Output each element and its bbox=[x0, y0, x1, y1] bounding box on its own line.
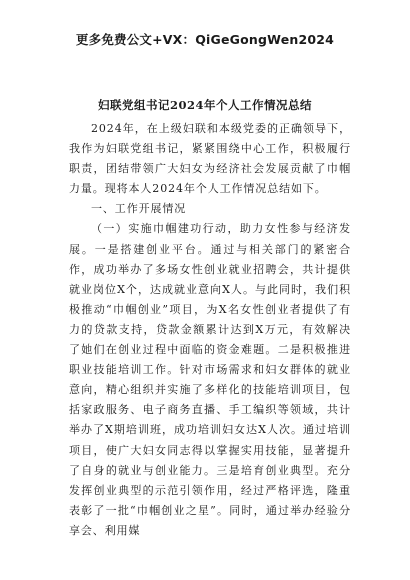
body-paragraph: （一）实施巾帼建功行动，助力女性参与经济发展。一是搭建创业平台。通过与相关部门的紧密合作，成功举办了多场女性创业就业招聘会，共计提供就业岗位X个，达成就业意向X人。与此同时，我们积极推动“巾帼创业”项目，为X名女性创业者提供了有力的贷款支持，贷款金额累计达到X万元，有效解决了她们在创业过程中面临的资金难题。二是积极推进职业技能培训工作。针对市场需求和妇女群体的就业意向，精心组织并实施了多样化的技能培训项目，包括家政服务、电子商务直播、手工编织等领域，共计举办了X期培训班，成功培训妇女达X人次。通过培训项目，使广大妇女同志得以掌握实用技能，显著提升了自身的就业与创业能力。三是培育创业典型。充分发挥创业典型的示范引领作用，经过严格评选，隆重表彰了一批“巾帼创业之星”。同时，通过举办经验分享会、利用媒 bbox=[69, 222, 351, 537]
section-heading: 一、工作开展情况 bbox=[91, 202, 187, 216]
document-body bbox=[69, 119, 351, 541]
document-title: 妇联党组书记2024年个人工作情况总结 bbox=[97, 98, 312, 112]
intro-paragraph: 2024年，在上级妇联和本级党委的正确领导下，我作为妇联党组书记，紧紧围绕中心工作，积极履行职责，团结带领广大妇女为经济社会发展贡献了巾帼力量。现将本人2024年个人工作情况总结如下。 bbox=[69, 122, 351, 196]
promo-header: 更多免费公文+VX：QiGeGongWen2024 bbox=[75, 32, 335, 47]
